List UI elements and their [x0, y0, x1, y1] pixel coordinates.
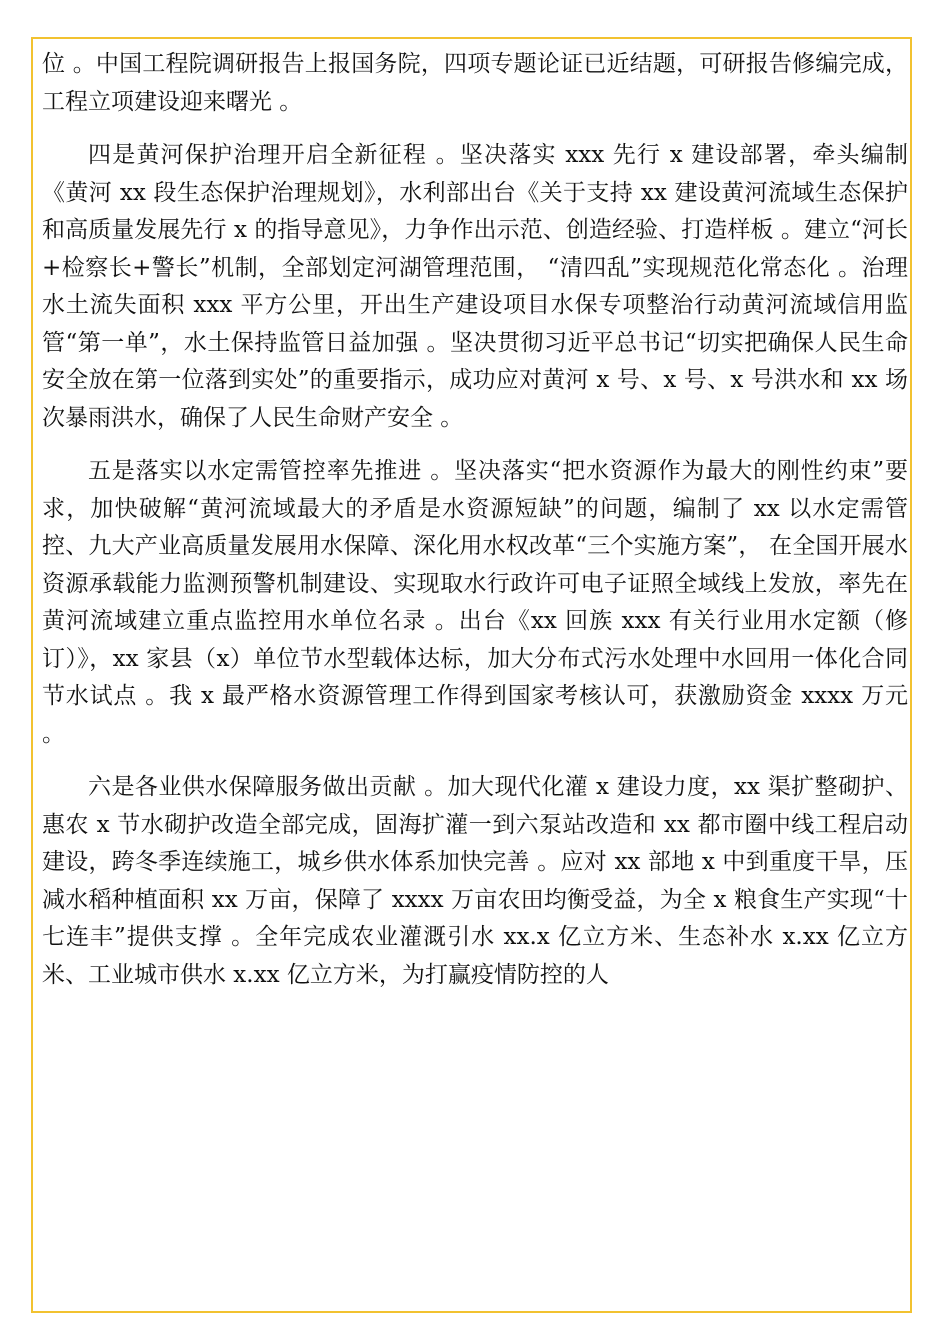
paragraph-section-six: 六是各业供水保障服务做出贡献 。加大现代化灌 x 建设力度，xx 渠扩整砌护、惠农 x 节水砌护改造全部完成，固海扩灌一到六泵站改造和 xx 都市圈中线工程启动建设，跨冬季连续施工，城乡供水体系加快完善 。应对 xx 部地 x 中到重度干旱，压减水稻种植面积 xx 万亩，保障了 xxxx 万亩农田均衡受益，为全 x 粮食生产实现“十七连丰”提供支撑 。全年完成农业灌溉引水 xx.x 亿立方米、生态补水 x.xx 亿立方米、工业城市供水 x.xx 亿立方米，为打赢疫情防控的人: [42, 774, 908, 988]
paragraph-section-five: 五是落实以水定需管控率先推进 。坚决落实“把水资源作为最大的刚性约束”要求，加快破解“黄河流域最大的矛盾是水资源短缺”的问题，编制了 xx 以水定需管控、九大产业高质量发展用水保障、深化用水权改革“三个实施方案”， 在全国开展水资源承载能力监测预警机制建设、实现取水行政许可电子证照全域线上发放，率先在黄河流域建立重点监控用水单位名录 。出台《xx 回族 xxx 有关行业用水定额（修订）》，xx 家县（x）单位节水型载体达标，加大分布式污水处理中水回用一体化合同节水试点 。我 x 最严格水资源管理工作得到国家考核认可，获激励资金 xxxx 万元 。: [42, 458, 908, 747]
document-body: [42, 46, 908, 994]
paragraph-intro-continuation: 位 。中国工程院调研报告上报国务院，四项专题论证已近结题，可研报告修编完成，工程立项建设迎来曙光 。: [42, 51, 908, 115]
paragraph-section-four: 四是黄河保护治理开启全新征程 。坚决落实 xxx 先行 x 建设部署，牵头编制《黄河 xx 段生态保护治理规划》，水利部出台《关于支持 xx 建设黄河流域生态保护和高质量发展先行 x 的指导意见》，力争作出示范、创造经验、打造样板 。建立“河长+检察长+警长”机制，全部划定河湖管理范围， “清四乱”实现规范化常态化 。治理水土流失面积 xxx 平方公里，开出生产建设项目水保专项整治行动黄河流域信用监管“第一单”，水土保持监管日益加强 。坚决贯彻习近平总书记“切实把确保人民生命安全放在第一位落到实处”的重要指示，成功应对黄河 x 号、x 号、x 号洪水和 xx 场次暴雨洪水，确保了人民生命财产安全 。: [42, 142, 908, 431]
